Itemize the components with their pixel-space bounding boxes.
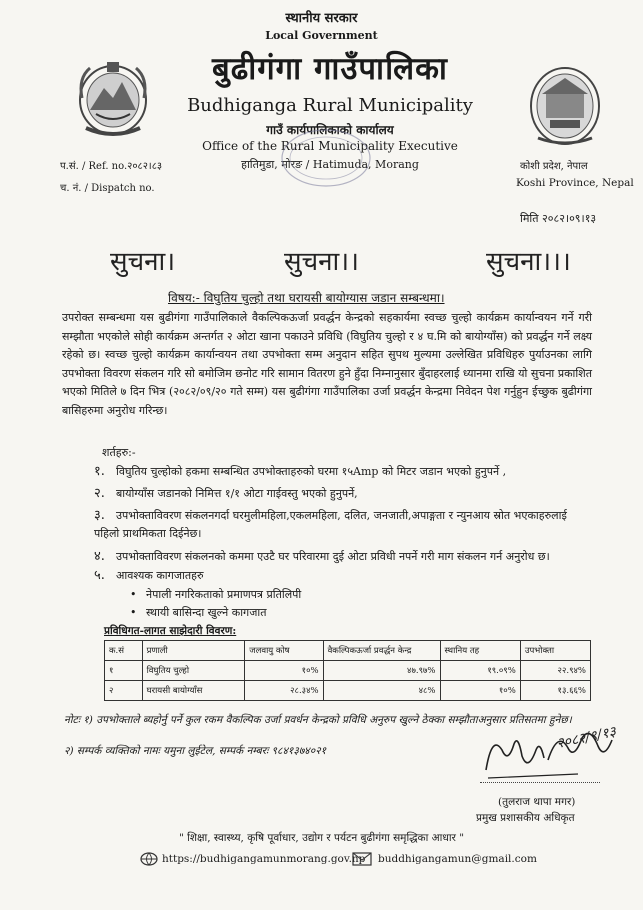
condition-number: १. [94, 464, 105, 479]
condition-text: विघुतिय चुल्होको हकमा सम्बन्धित उपभोक्ताहरुको घरमा १५Amp को मिटर जडान भएको हुनुपर्ने , [116, 465, 507, 478]
document-text: स्थायी बासिन्दा खुल्ने कागजात [146, 606, 267, 619]
table-cell: ४७.९७% [323, 661, 440, 681]
table-cell: २८.३४% [245, 681, 323, 701]
local-government-en: Local Government [265, 29, 378, 42]
document-text: नेपाली नगरिकताको प्रमाणपत्र प्रतिलिपी [146, 588, 302, 601]
table-row [105, 661, 591, 681]
municipality-name-np: बुढीगंगा गाउँपालिका [212, 51, 448, 87]
table-header: वैकल्पिकऊर्जा प्रवर्द्धन केन्द्र [323, 641, 440, 661]
condition-item [94, 485, 594, 503]
table-cell: १०% [440, 681, 520, 701]
notice-heading-3: सुचना।।। [486, 247, 571, 277]
table-cell: १३.६६% [520, 681, 590, 701]
municipality-name-en: Budhiganga Rural Municipality [187, 95, 473, 116]
table-cell: १०% [245, 661, 323, 681]
table-header: क.सं [105, 641, 143, 661]
table-cell: २२.९४% [520, 661, 590, 681]
document-item [130, 587, 301, 602]
note-1: नोटः १) उपभोक्ताले ब्यहोर्नु पर्ने कुल रकम वैकल्पिक उर्जा प्रवर्धन केन्द्रको प्रविधि अनुरुप खुल्ने ठेक्का सम्झौताअनुसार प्रतिसतमा हुनेछ। [64, 714, 572, 726]
table-cell: १९.०९% [440, 661, 520, 681]
bullet-icon: • [130, 588, 137, 601]
signer-name: (तुलराज थापा मगर) [498, 796, 576, 808]
conditions-heading: शर्तहरु:- [102, 446, 136, 459]
table-header-row [105, 641, 591, 661]
condition-number: ३. [94, 508, 105, 523]
table-cell: ४८% [323, 681, 440, 701]
condition-text: उपभोक्ताविवरण संकलनको कममा एउटै घर परिवारमा दुई ओटा प्रविधी नपर्ने गरी माग संकलन गर्न अनुरोध छ। [116, 550, 550, 563]
office-name-en: Office of the Rural Municipality Executive [202, 139, 458, 153]
table-cell: विघुतिय चुल्हो [142, 661, 245, 681]
footer-slogan: " शिक्षा, स्वास्थ्य, कृषि पूर्वाधार, उद्योग र पर्यटन बुढीगंगा समृद्धिका आधार " [178, 832, 465, 844]
document-item [130, 605, 267, 620]
condition-item [94, 567, 594, 585]
condition-text: आवश्यक कागजातहरु [116, 569, 204, 582]
body-paragraph: उपरोक्त सम्बन्धमा यस बुढीगंगा गाउँपालिकाले वैकल्पिकऊर्जा प्रवर्द्धन केन्द्रको सहकार्यमा स्वच्छ चुल्हो कार्यक्रम कार्यान्वयन गर्ने गरी सम्झौता भएकोले सोही कार्यक्रम अन्तर्गत २ ओटा खाना पकाउने प्रविधि (विघुतिय चुल्हो र ४ घ.मि को बायोग्याँस) को प्रवर्द्धन गर्ने लक्ष्य रहेको छ। स्वच्छ चुल्हो कार्यक्रम कार्यान्वयन तथा उपभोक्ता सम्म अनुदान सहित सुपथ मुल्यमा उल्लेखित प्रविधिहरु पुर्याउनका लागि उपभोक्ता विवरण संकलन गरि सो बमोजिम छनोट गरि सामान वितरण हुने हुँदा निम्नानुसार बुँदाहरलाई ध्यानमा राखि यो सुचना प्रकाशित भएको मितिले ७ दिन भित्र (२०८२/०९/२० गते सम्म) यस बुढीगंगा गाउँपालिका उर्जा प्रवर्द्धन केन्द्रमा निवेदन पेश गर्नुहुन ईच्छुक बुढीगंगा बासिहरुमा अनुरोध गरिन्छ। [62, 311, 592, 417]
condition-number: २. [94, 486, 105, 501]
mail-icon [352, 852, 372, 866]
condition-number: ५. [94, 568, 105, 583]
bullet-icon: • [130, 606, 137, 619]
signature-line [480, 782, 600, 783]
table-row [105, 681, 591, 701]
note-2: २) सम्पर्क व्यक्तिको नामः यमुना लुईटेल, सम्पर्क नम्बरः ९८४१३७४०२१ [64, 745, 327, 757]
handwritten-date: २०८२/९/१३ [555, 723, 618, 753]
condition-number: ४. [94, 549, 105, 564]
email-link[interactable]: buddhigangamun@gmail.com [378, 853, 537, 865]
table-cell: घरायसी बायोग्याँस [142, 681, 245, 701]
province-en: Koshi Province, Nepal [516, 177, 634, 189]
table-header: स्थानिय तह [440, 641, 520, 661]
condition-item [94, 463, 594, 481]
municipality-logo-icon [528, 62, 602, 150]
cost-sharing-table [104, 640, 591, 701]
globe-icon [140, 852, 158, 866]
reference-number: प.सं. / Ref. no.२०८२।८३ [60, 161, 163, 172]
office-address: हातिमुडा, मोरङ / Hatimuda, Morang [241, 158, 419, 171]
dispatch-number: च. नं. / Dispatch no. [60, 183, 155, 194]
letter-date: मिति २०८२।०९।१३ [520, 212, 597, 225]
condition-item [94, 548, 594, 566]
subject-line: विषय:- विघुतिय चुल्हो तथा घरायसी बायोग्यास जडान सम्बन्धमा। [168, 291, 445, 305]
notice-heading-2: सुचना।। [284, 247, 359, 277]
table-cell: २ [105, 681, 143, 701]
signer-title: प्रमुख प्रशासकीय अधिकृत [476, 812, 575, 824]
website-link[interactable]: https://budhigangamunmorang.gov.np [162, 853, 366, 865]
local-government-np: स्थानीय सरकार [285, 11, 358, 26]
office-name-np: गाउँ कार्यपालिकाको कार्यालय [266, 123, 394, 137]
table-cell: १ [105, 661, 143, 681]
table-header: जलवायु कोष [245, 641, 323, 661]
notice-heading-1: सुचना। [110, 247, 176, 277]
condition-item [94, 507, 594, 543]
table-header: प्रणाली [142, 641, 245, 661]
condition-text: बायोग्याँस जडानको निमित्त १/१ ओटा गाईवस्तु भएको हुनुपर्ने, [116, 487, 358, 500]
office-seal-stamp-icon [280, 128, 372, 188]
table-header: उपभोक्ता [520, 641, 590, 661]
cost-table-title: प्रविधिगत-लागत साझेदारी विवरण: [104, 625, 237, 637]
nepal-emblem-icon [76, 58, 150, 138]
province-np: कोशी प्रदेश, नेपाल [520, 161, 588, 172]
condition-text: उपभोक्ताविवरण संकलनगर्दा घरमुलीमहिला,एकलमहिला, दलित, जनजाती,अपाङ्गता र न्युनआय स्रोत भएकाहरुलाई पहिलो प्राथमिकता दिईनेछ। [94, 509, 567, 540]
